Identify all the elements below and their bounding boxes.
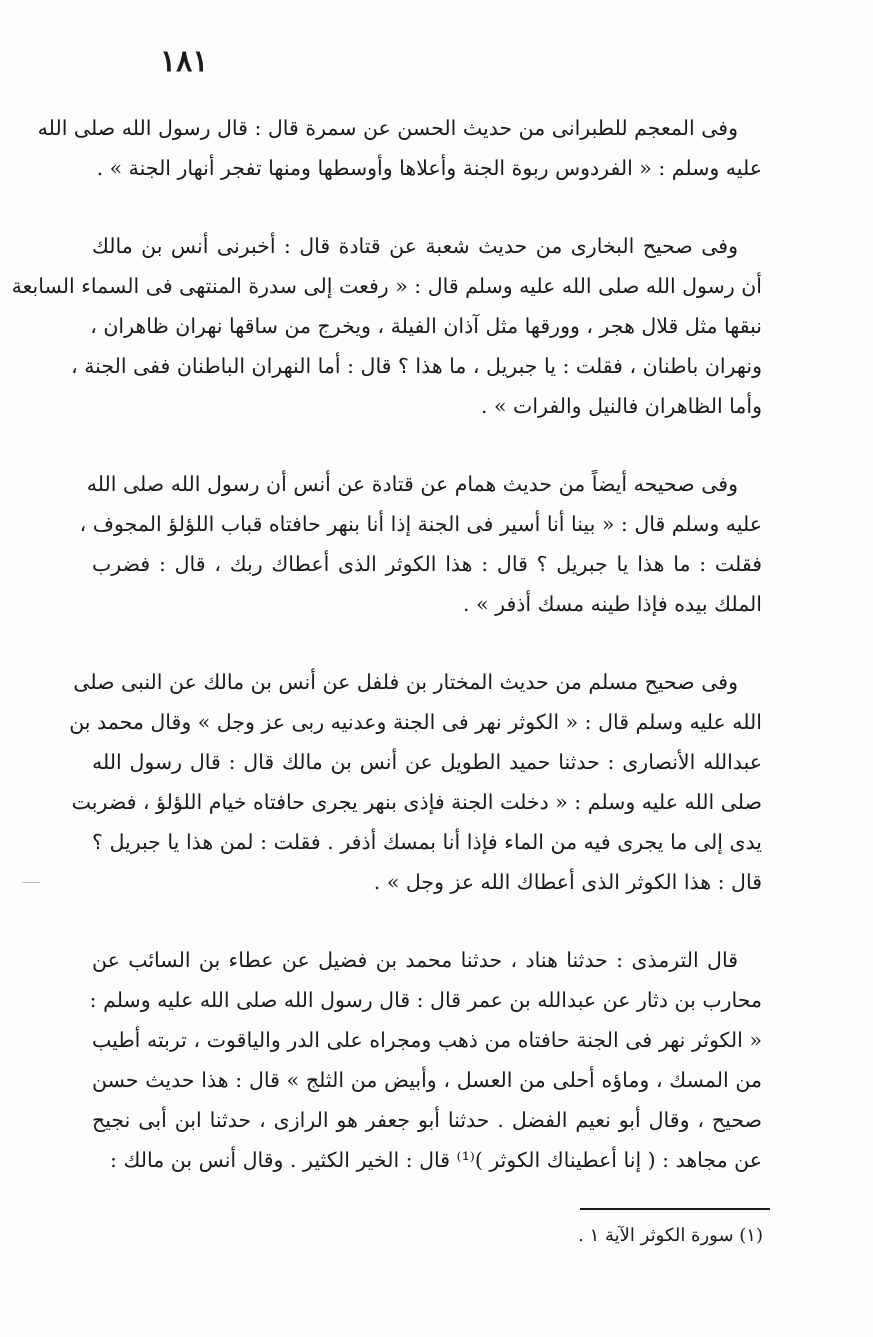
text-line: صحيح ، وقال أبو نعيم الفضل . حدثنا أبو جعفر هو الرازى ، حدثنا ابن أبى نجيح: [92, 1108, 762, 1132]
paragraph-tirmidhi: [89, 940, 762, 1180]
paragraph-bukhari: [11, 226, 762, 426]
text-line: وفى صحيح مسلم من حديث المختار بن فلفل عن أنس بن مالك عن النبى صلى: [73, 670, 738, 694]
text-line: وفى المعجم للطبرانى من حديث الحسن عن سمرة قال : قال رسول الله صلى الله: [37, 116, 738, 140]
text-line: عليه وسلم : « الفردوس ربوة الجنة وأعلاها وأوسطها ومنها تفجر أنهار الجنة » .: [96, 156, 762, 180]
text-line: عليه وسلم قال : « بينا أنا أسير فى الجنة إذا أنا بنهر حافتاه قباب اللؤلؤ المجوف ،: [79, 512, 762, 536]
text-line: صلى الله عليه وسلم : « دخلت الجنة فإذى بنهر يجرى حافتاه خيام اللؤلؤ ، فضربت: [71, 790, 762, 814]
text-line: نبقها مثل قلال هجر ، وورقها مثل آذان الفيلة ، ويخرج من ساقها نهران ظاهران ،: [90, 314, 762, 338]
text-line: أن رسول الله صلى الله عليه وسلم قال : « رفعت إلى سدرة المنتهى فى السماء السابعة: [11, 274, 762, 298]
scan-mark: [22, 882, 40, 883]
paragraph-bukhari-hammam: [79, 464, 762, 624]
text-line: ونهران باطنان ، فقلت : يا جبريل ، ما هذا ؟ قال : أما النهران الباطنان ففى الجنة ،: [71, 354, 762, 378]
text-line: قال الترمذى : حدثنا هناد ، حدثنا محمد بن فضيل عن عطاء بن السائب عن: [92, 948, 738, 972]
footnote: (١) سورة الكوثر الآية ١ .: [578, 1225, 763, 1246]
paragraph-muslim: [69, 662, 762, 902]
text-line: فقلت : ما هذا يا جبريل ؟ قال : هذا الكوثر الذى أعطاك ربك ، قال : فضرب: [92, 552, 762, 576]
text-line: وأما الظاهران فالنيل والفرات » .: [480, 394, 762, 418]
footnote-divider: [580, 1208, 770, 1210]
paragraph-tabarani: [37, 108, 762, 188]
text-line: محارب بن دثار عن عبدالله بن عمر قال : قال رسول الله صلى الله عليه وسلم :: [89, 988, 762, 1012]
text-line: يدى إلى ما يجرى فيه من الماء فإذا أنا بمسك أذفر . فقلت : لمن هذا يا جبريل ؟: [92, 830, 762, 854]
text-line: « الكوثر نهر فى الجنة حافتاه من ذهب ومجراه على الدر والياقوت ، تربته أطيب: [92, 1028, 762, 1052]
text-line: عبدالله الأنصارى : حدثنا حميد الطويل عن أنس بن مالك قال : قال رسول الله: [92, 750, 762, 774]
text-line: عن مجاهد : ( إنا أعطيناك الكوثر )⁽¹⁾ قال : الخير الكثير . وقال أنس بن مالك :: [110, 1148, 762, 1172]
body-text: [11, 108, 762, 1218]
page-number: ١٨١: [160, 44, 209, 79]
text-line: وفى صحيحه أيضاً من حديث همام عن قتادة عن أنس أن رسول الله صلى الله: [86, 472, 738, 496]
text-line: الملك بيده فإذا طينه مسك أذفر » .: [463, 592, 762, 616]
text-line: قال : هذا الكوثر الذى أعطاك الله عز وجل » .: [373, 870, 762, 894]
text-line: الله عليه وسلم قال : « الكوثر نهر فى الجنة وعدنيه ربى عز وجل » وقال محمد بن: [69, 710, 762, 734]
text-line: وفى صحيح البخارى من حديث شعبة عن قتادة قال : أخبرنى أنس بن مالك: [92, 234, 738, 258]
text-line: من المسك ، وماؤه أحلى من العسل ، وأبيض من الثلج » قال : هذا حديث حسن: [92, 1068, 762, 1092]
